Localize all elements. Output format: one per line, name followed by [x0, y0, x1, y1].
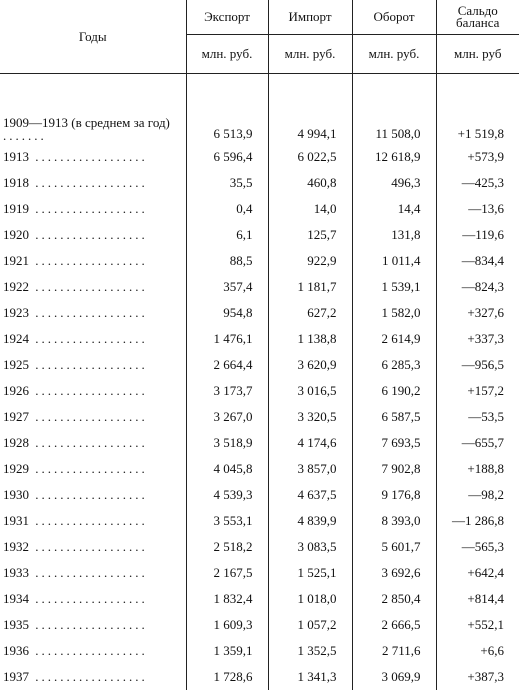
leader-dots: ..................: [29, 643, 148, 658]
import-cell: 1 341,3: [268, 664, 352, 690]
leader-dots: ..................: [29, 409, 148, 424]
leader-dots: ..................: [29, 513, 148, 528]
turnover-cell: 3 692,6: [352, 560, 436, 586]
import-cell: 1 525,1: [268, 560, 352, 586]
export-cell: 2 518,2: [186, 534, 268, 560]
table-row: [0, 170, 519, 196]
leader-dots: ..................: [29, 149, 148, 164]
import-cell: 4 994,1: [268, 101, 352, 144]
export-cell: 2 664,4: [186, 352, 268, 378]
turnover-unit: млн. руб.: [352, 35, 436, 74]
import-cell: 4 637,5: [268, 482, 352, 508]
balance-header-line1: Сальдо: [458, 3, 498, 18]
leader-dots: ..................: [29, 461, 148, 476]
leader-dots: ..................: [29, 383, 148, 398]
balance-cell: —53,5: [436, 404, 519, 430]
turnover-cell: 11 508,0: [352, 101, 436, 144]
turnover-cell: 8 393,0: [352, 508, 436, 534]
leader-dots: ..................: [29, 617, 148, 632]
table-row: [0, 612, 519, 638]
export-cell: 3 553,1: [186, 508, 268, 534]
leader-dots: ..................: [29, 331, 148, 346]
turnover-cell: 1 539,1: [352, 274, 436, 300]
turnover-cell: 6 285,3: [352, 352, 436, 378]
year-cell: [0, 170, 186, 196]
year-label: 1913: [3, 149, 29, 164]
leader-dots: ..................: [29, 435, 148, 450]
year-cell: [0, 508, 186, 534]
balance-cell: —956,5: [436, 352, 519, 378]
table-row: [0, 404, 519, 430]
turnover-cell: 7 693,5: [352, 430, 436, 456]
export-cell: 35,5: [186, 170, 268, 196]
import-cell: 922,9: [268, 248, 352, 274]
turnover-cell: 2 614,9: [352, 326, 436, 352]
year-label: 1919: [3, 201, 29, 216]
year-label: 1926: [3, 383, 29, 398]
balance-cell: —13,6: [436, 196, 519, 222]
table-row: [0, 508, 519, 534]
leader-dots: ..................: [29, 305, 148, 320]
export-cell: 1 832,4: [186, 586, 268, 612]
balance-cell: —119,6: [436, 222, 519, 248]
import-cell: 125,7: [268, 222, 352, 248]
year-label: 1933: [3, 565, 29, 580]
export-cell: 3 173,7: [186, 378, 268, 404]
export-cell: 88,5: [186, 248, 268, 274]
year-cell: [0, 456, 186, 482]
turnover-cell: 12 618,9: [352, 144, 436, 170]
turnover-cell: 5 601,7: [352, 534, 436, 560]
balance-cell: +552,1: [436, 612, 519, 638]
import-cell: 1 352,5: [268, 638, 352, 664]
year-cell: [0, 404, 186, 430]
import-cell: 1 138,8: [268, 326, 352, 352]
export-cell: 6 596,4: [186, 144, 268, 170]
import-cell: 3 083,5: [268, 534, 352, 560]
table-row: [0, 248, 519, 274]
export-cell: 1 609,3: [186, 612, 268, 638]
import-cell: 3 320,5: [268, 404, 352, 430]
table-row: [0, 664, 519, 690]
year-cell: [0, 274, 186, 300]
table-row: [0, 101, 519, 144]
balance-cell: +188,8: [436, 456, 519, 482]
turnover-cell: 2 711,6: [352, 638, 436, 664]
turnover-cell: 1 582,0: [352, 300, 436, 326]
export-cell: 1 728,6: [186, 664, 268, 690]
year-label: 1929: [3, 461, 29, 476]
import-cell: 3 857,0: [268, 456, 352, 482]
turnover-cell: 14,4: [352, 196, 436, 222]
table-row: [0, 326, 519, 352]
year-label: 1918: [3, 175, 29, 190]
leader-dots: ..................: [29, 565, 148, 580]
balance-cell: +573,9: [436, 144, 519, 170]
import-cell: 3 016,5: [268, 378, 352, 404]
import-cell: 4 174,6: [268, 430, 352, 456]
table-body: [0, 74, 519, 690]
year-cell: [0, 534, 186, 560]
balance-header-line2: баланса: [456, 15, 499, 30]
import-unit: млн. руб.: [268, 35, 352, 74]
balance-cell: +1 519,8: [436, 101, 519, 144]
leader-dots: ..................: [29, 669, 148, 684]
table-row: [0, 222, 519, 248]
leader-dots: ..................: [29, 175, 148, 190]
year-label: 1920: [3, 227, 29, 242]
import-cell: 14,0: [268, 196, 352, 222]
export-cell: 4 045,8: [186, 456, 268, 482]
year-cell: [0, 560, 186, 586]
import-cell: 6 022,5: [268, 144, 352, 170]
year-label: 1922: [3, 279, 29, 294]
balance-header: [436, 0, 519, 35]
import-header: Импорт: [268, 0, 352, 35]
turnover-cell: 2 850,4: [352, 586, 436, 612]
year-label: 1925: [3, 357, 29, 372]
year-label: 1924: [3, 331, 29, 346]
year-label: 1936: [3, 643, 29, 658]
table-row: [0, 196, 519, 222]
leader-dots: .......: [3, 128, 47, 143]
export-cell: 2 167,5: [186, 560, 268, 586]
year-cell: [0, 101, 186, 144]
turnover-cell: 3 069,9: [352, 664, 436, 690]
turnover-cell: 131,8: [352, 222, 436, 248]
year-label: 1923: [3, 305, 29, 320]
balance-cell: +327,6: [436, 300, 519, 326]
table-row: [0, 274, 519, 300]
year-cell: [0, 222, 186, 248]
year-label: 1927: [3, 409, 29, 424]
balance-unit: млн. руб: [436, 35, 519, 74]
export-unit: млн. руб.: [186, 35, 268, 74]
year-label: 1909—1913 (в среднем за год): [3, 115, 170, 130]
balance-cell: +387,3: [436, 664, 519, 690]
export-cell: 0,4: [186, 196, 268, 222]
leader-dots: ..................: [29, 201, 148, 216]
turnover-cell: 6 587,5: [352, 404, 436, 430]
years-header: Годы: [0, 0, 186, 74]
year-cell: [0, 352, 186, 378]
year-cell: [0, 664, 186, 690]
import-cell: 627,2: [268, 300, 352, 326]
balance-cell: —565,3: [436, 534, 519, 560]
turnover-cell: 6 190,2: [352, 378, 436, 404]
balance-cell: —655,7: [436, 430, 519, 456]
export-cell: 954,8: [186, 300, 268, 326]
export-cell: 1 359,1: [186, 638, 268, 664]
year-cell: [0, 300, 186, 326]
table-row: [0, 534, 519, 560]
year-label: 1930: [3, 487, 29, 502]
import-cell: 1 018,0: [268, 586, 352, 612]
table-row: [0, 430, 519, 456]
export-header: Экспорт: [186, 0, 268, 35]
year-cell: [0, 196, 186, 222]
export-cell: 3 518,9: [186, 430, 268, 456]
leader-dots: ..................: [29, 591, 148, 606]
balance-cell: +337,3: [436, 326, 519, 352]
year-cell: [0, 430, 186, 456]
year-cell: [0, 482, 186, 508]
year-label: 1921: [3, 253, 29, 268]
balance-cell: —1 286,8: [436, 508, 519, 534]
year-cell: [0, 378, 186, 404]
leader-dots: ..................: [29, 253, 148, 268]
export-cell: 357,4: [186, 274, 268, 300]
year-cell: [0, 248, 186, 274]
export-cell: 4 539,3: [186, 482, 268, 508]
table-row: [0, 144, 519, 170]
balance-cell: —425,3: [436, 170, 519, 196]
leader-dots: ..................: [29, 227, 148, 242]
table-row: [0, 300, 519, 326]
table-row: [0, 352, 519, 378]
year-cell: [0, 612, 186, 638]
turnover-header: Оборот: [352, 0, 436, 35]
turnover-cell: 496,3: [352, 170, 436, 196]
year-label: 1937: [3, 669, 29, 684]
year-label: 1931: [3, 513, 29, 528]
table-row: [0, 378, 519, 404]
export-cell: 1 476,1: [186, 326, 268, 352]
year-label: 1935: [3, 617, 29, 632]
table-row: [0, 586, 519, 612]
year-label: 1932: [3, 539, 29, 554]
year-cell: [0, 638, 186, 664]
import-cell: 460,8: [268, 170, 352, 196]
turnover-cell: 1 011,4: [352, 248, 436, 274]
year-label: 1934: [3, 591, 29, 606]
year-cell: [0, 326, 186, 352]
table-row: [0, 482, 519, 508]
leader-dots: ..................: [29, 487, 148, 502]
table-row: [0, 456, 519, 482]
balance-cell: +6,6: [436, 638, 519, 664]
leader-dots: ..................: [29, 539, 148, 554]
import-cell: 1 057,2: [268, 612, 352, 638]
export-cell: 6 513,9: [186, 101, 268, 144]
spacer-row: [0, 74, 519, 102]
balance-cell: +642,4: [436, 560, 519, 586]
balance-cell: —834,4: [436, 248, 519, 274]
table-row: [0, 638, 519, 664]
export-cell: 6,1: [186, 222, 268, 248]
year-cell: [0, 586, 186, 612]
balance-cell: —98,2: [436, 482, 519, 508]
turnover-cell: 2 666,5: [352, 612, 436, 638]
table-row: [0, 560, 519, 586]
balance-cell: +814,4: [436, 586, 519, 612]
import-cell: 1 181,7: [268, 274, 352, 300]
year-cell: [0, 144, 186, 170]
year-label: 1928: [3, 435, 29, 450]
import-cell: 4 839,9: [268, 508, 352, 534]
balance-cell: —824,3: [436, 274, 519, 300]
turnover-cell: 7 902,8: [352, 456, 436, 482]
export-cell: 3 267,0: [186, 404, 268, 430]
leader-dots: ..................: [29, 279, 148, 294]
import-cell: 3 620,9: [268, 352, 352, 378]
turnover-cell: 9 176,8: [352, 482, 436, 508]
leader-dots: ..................: [29, 357, 148, 372]
balance-cell: +157,2: [436, 378, 519, 404]
